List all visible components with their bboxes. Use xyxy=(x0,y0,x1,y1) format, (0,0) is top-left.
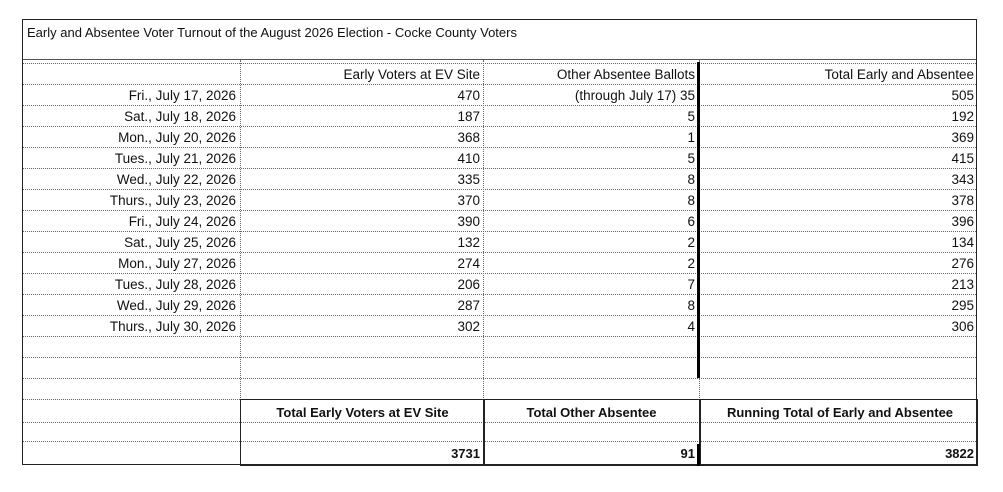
row-date: Fri., July 24, 2026 xyxy=(128,214,236,229)
row-early: 206 xyxy=(457,277,480,292)
sheet-title: Early and Absentee Voter Turnout of the August 2026 Election - Cocke County Voters xyxy=(23,20,976,60)
row-date: Wed., July 22, 2026 xyxy=(116,172,236,187)
row-absentee: 8 xyxy=(687,172,695,187)
row-early: 410 xyxy=(457,151,480,166)
row-total: 134 xyxy=(951,235,974,250)
row-date: Fri., July 17, 2026 xyxy=(128,88,236,103)
row-total: 295 xyxy=(951,298,974,313)
row-early: 187 xyxy=(457,109,480,124)
row-total: 192 xyxy=(951,109,974,124)
row-date: Tues., July 28, 2026 xyxy=(114,277,236,292)
row-early: 370 xyxy=(457,193,480,208)
row-early: 470 xyxy=(457,88,480,103)
row-absentee: 1 xyxy=(687,130,695,145)
row-absentee: 2 xyxy=(687,235,695,250)
total-absentee-label: Total Other Absentee xyxy=(526,405,657,420)
row-absentee: 8 xyxy=(687,298,695,313)
row-early: 132 xyxy=(457,235,480,250)
header-early-voters: Early Voters at EV Site xyxy=(343,67,480,82)
row-total: 306 xyxy=(951,319,974,334)
grid-line xyxy=(23,378,976,379)
total-early-label: Total Early Voters at EV Site xyxy=(276,405,449,420)
spreadsheet xyxy=(22,19,977,465)
row-total: 276 xyxy=(951,256,974,271)
row-absentee: (through July 17) 35 xyxy=(574,88,695,103)
row-absentee: 4 xyxy=(687,319,695,334)
row-early: 390 xyxy=(457,214,480,229)
row-date: Wed., July 29, 2026 xyxy=(116,298,236,313)
header-other-absentee: Other Absentee Ballots xyxy=(556,67,695,82)
row-date: Mon., July 27, 2026 xyxy=(118,256,236,271)
running-total-label: Running Total of Early and Absentee xyxy=(726,405,954,420)
row-total: 415 xyxy=(951,151,974,166)
row-date: Tues., July 21, 2026 xyxy=(114,151,236,166)
row-total: 378 xyxy=(951,193,974,208)
row-early: 335 xyxy=(457,172,480,187)
row-absentee: 5 xyxy=(687,109,695,124)
row-early: 368 xyxy=(457,130,480,145)
row-total: 343 xyxy=(951,172,974,187)
row-total: 396 xyxy=(951,214,974,229)
row-date: Sat., July 18, 2026 xyxy=(124,109,236,124)
row-early: 302 xyxy=(457,319,480,334)
row-absentee: 5 xyxy=(687,151,695,166)
total-absentee-value: 91 xyxy=(680,446,695,461)
row-early: 274 xyxy=(457,256,480,271)
total-early-value: 3731 xyxy=(451,446,480,461)
row-absentee: 6 xyxy=(687,214,695,229)
grid-line xyxy=(23,357,976,358)
row-absentee: 8 xyxy=(687,193,695,208)
row-date: Sat., July 25, 2026 xyxy=(124,235,236,250)
running-total-value: 3822 xyxy=(945,446,974,461)
row-total: 213 xyxy=(951,277,974,292)
row-date: Mon., July 20, 2026 xyxy=(118,130,236,145)
header-total: Total Early and Absentee xyxy=(824,67,974,82)
row-total: 369 xyxy=(951,130,974,145)
row-date: Thurs., July 30, 2026 xyxy=(109,319,236,334)
row-absentee: 2 xyxy=(687,256,695,271)
row-total: 505 xyxy=(951,88,974,103)
row-early: 287 xyxy=(457,298,480,313)
row-date: Thurs., July 23, 2026 xyxy=(109,193,236,208)
row-absentee: 7 xyxy=(687,277,695,292)
